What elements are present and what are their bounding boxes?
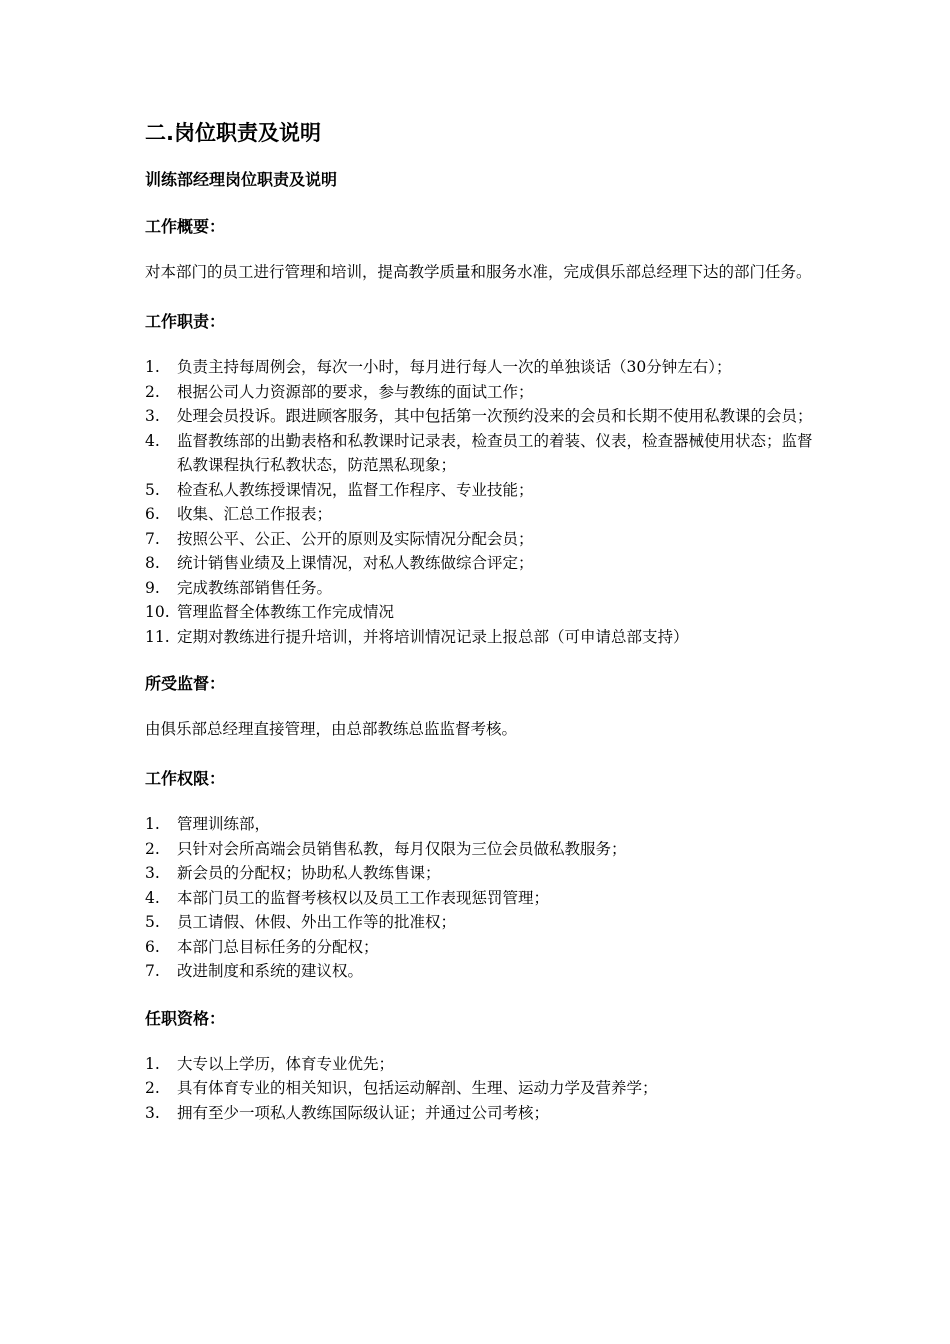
document-subtitle: 训练部经理岗位职责及说明: [145, 170, 338, 189]
list-item-text: 只针对会所高端会员销售私教，每月仅限为三位会员做私教服务；: [177, 839, 627, 858]
list-item-text: 新会员的分配权；协助私人教练售课；: [177, 864, 441, 882]
list-item-text: 检查私人教练授课情况，监督工作程序、专业技能；: [177, 480, 534, 499]
list-item-number: 5.: [145, 913, 160, 931]
authority-heading: 工作权限：: [145, 769, 226, 788]
list-item: [145, 837, 815, 862]
list-item-number: 7.: [145, 962, 160, 980]
list-item-text: 本部门总目标任务的分配权；: [177, 937, 379, 956]
list-item-number: 7.: [145, 529, 160, 548]
list-item-text: 统计销售业绩及上课情况，对私人教练做综合评定；: [177, 554, 534, 572]
list-item: [145, 429, 815, 478]
list-item: [145, 502, 815, 527]
list-item: [145, 959, 815, 984]
list-item-text: 管理监督全体教练工作完成情况: [177, 603, 395, 621]
supervision-text: 由俱乐部总经理直接管理，由总部教练总监监督考核。: [145, 720, 518, 738]
list-item-text: 负责主持每周例会，每次一小时，每月进行每人一次的单独谈话（30分钟左右）；: [177, 358, 732, 376]
list-item-number: 11.: [145, 627, 170, 646]
list-item-number: 1.: [145, 1054, 160, 1073]
page-title: 二.岗位职责及说明: [145, 121, 321, 145]
qualifications-list: [145, 1052, 815, 1126]
list-item-text: 监督教练部的出勤表格和私教课时记录表，检查员工的着装、仪表，检查器械使用状态；监督私教课程执行私教状态，防范黑私现象；: [177, 431, 813, 474]
list-item-number: 2.: [145, 1079, 160, 1097]
list-item-text: 处理会员投诉。跟进顾客服务，其中包括第一次预约没来的会员和长期不使用私教课的会员；: [177, 407, 813, 425]
list-item-number: 4.: [145, 431, 160, 450]
list-item-number: 5.: [145, 480, 160, 499]
list-item: [145, 935, 815, 960]
list-item: [145, 861, 815, 886]
list-item-text: 拥有至少一项私人教练国际级认证；并通过公司考核；: [177, 1103, 550, 1122]
list-item-text: 按照公平、公正、公开的原则及实际情况分配会员；: [177, 529, 534, 548]
list-item-text: 根据公司人力资源部的要求，参与教练的面试工作；: [177, 382, 534, 401]
list-item: [145, 404, 815, 429]
list-item: [145, 812, 815, 837]
list-item: [145, 576, 815, 601]
list-item: [145, 910, 815, 935]
list-item: [145, 886, 815, 911]
duties-list: [145, 355, 815, 649]
list-item: [145, 551, 815, 576]
overview-text: 对本部门的员工进行管理和培训，提高教学质量和服务水准，完成俱乐部总经理下达的部门任务。: [145, 263, 812, 281]
list-item: [145, 527, 815, 552]
list-item: [145, 1076, 815, 1101]
list-item-text: 具有体育专业的相关知识，包括运动解剖、生理、运动力学及营养学；: [177, 1079, 658, 1097]
list-item-number: 1.: [145, 815, 160, 833]
list-item-number: 4.: [145, 888, 160, 907]
authority-list: [145, 812, 815, 984]
list-item-number: 9.: [145, 578, 160, 597]
list-item-text: 大专以上学历，体育专业优先；: [177, 1054, 395, 1073]
list-item-number: 3.: [145, 864, 160, 882]
list-item-text: 员工请假、休假、外出工作等的批准权；: [177, 913, 457, 931]
document-page: [145, 118, 815, 1147]
list-item: [145, 625, 815, 650]
list-item-number: 6.: [145, 937, 160, 956]
list-item: [145, 355, 815, 380]
list-item-number: 10.: [145, 603, 170, 621]
list-item-number: 2.: [145, 839, 160, 858]
list-item-number: 3.: [145, 407, 160, 425]
list-item-text: 改进制度和系统的建议权。: [177, 962, 364, 980]
list-item-number: 6.: [145, 505, 160, 523]
list-item-text: 本部门员工的监督考核权以及员工工作表现惩罚管理；: [177, 888, 550, 907]
list-item: [145, 478, 815, 503]
list-item: [145, 600, 815, 625]
supervision-heading: 所受监督：: [145, 674, 226, 693]
list-item-text: 完成教练部销售任务。: [177, 578, 333, 597]
list-item-number: 2.: [145, 382, 160, 401]
list-item-number: 3.: [145, 1103, 160, 1122]
list-item: [145, 380, 815, 405]
list-item-number: 8.: [145, 554, 160, 572]
list-item-number: 1.: [145, 358, 160, 376]
list-item: [145, 1101, 815, 1126]
duties-heading: 工作职责：: [145, 312, 226, 331]
overview-heading: 工作概要：: [145, 217, 226, 236]
list-item-text: 管理训练部，: [177, 815, 271, 833]
list-item-text: 定期对教练进行提升培训，并将培训情况记录上报总部（可申请总部支持）: [177, 627, 689, 646]
list-item-text: 收集、汇总工作报表；: [177, 505, 333, 523]
list-item: [145, 1052, 815, 1077]
qualifications-heading: 任职资格：: [145, 1008, 226, 1028]
